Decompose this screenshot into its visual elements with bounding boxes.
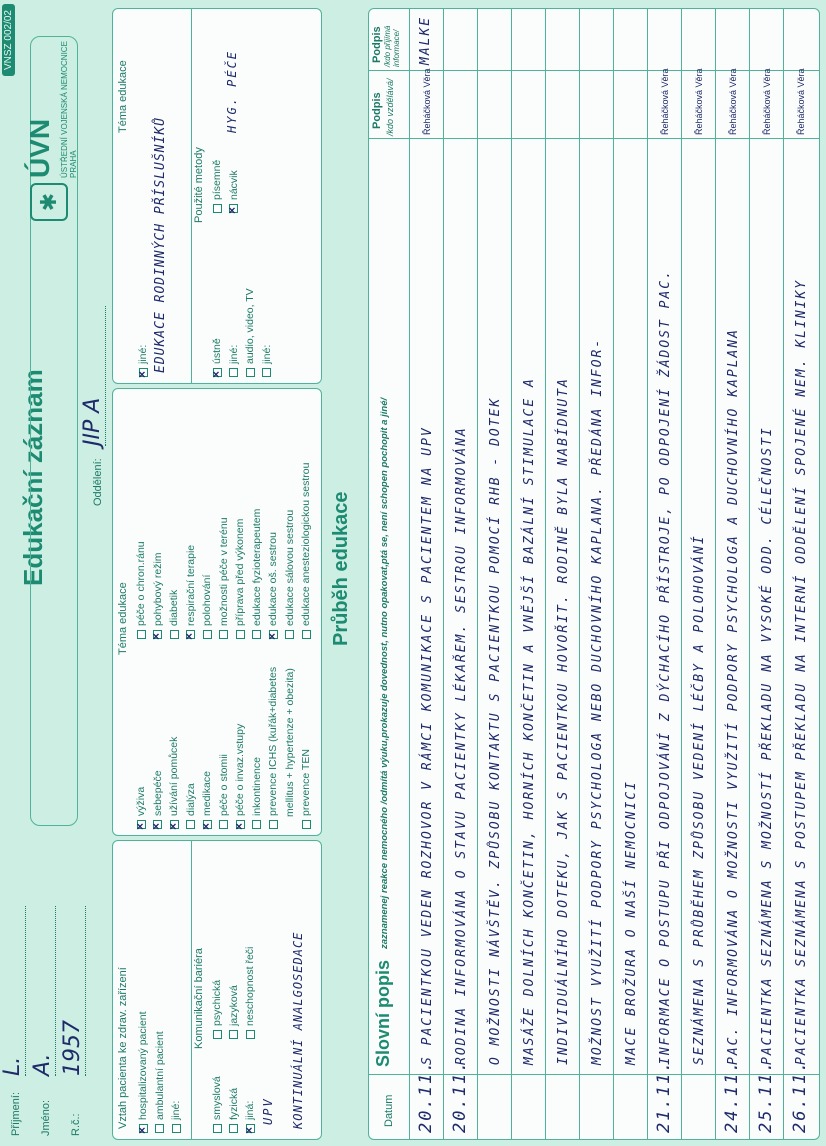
methods-title: Použité metody bbox=[193, 147, 205, 223]
checkbox-icon bbox=[246, 1030, 255, 1039]
topic-col1-option-9: mellitus + hypertenze + obezita) bbox=[283, 668, 296, 817]
checkbox-icon bbox=[229, 1030, 238, 1039]
topic-col1 bbox=[133, 667, 315, 829]
row-text: PAC. INFORMOVÁNA O MOŽNOSTI VYUŽITÍ PODPORY PSYCHOLOGA A DUCHOVNÍHO KAPLANA bbox=[726, 328, 741, 1065]
barrier-col1 bbox=[209, 1076, 259, 1133]
topic-col1-option-10[interactable]: prevence TEN bbox=[298, 667, 315, 829]
row-text: PACIENTKA SEZNÁMENA S MOŽNOSTÍ PŘEKLADU NA VYSOKÉ ODD. CÉLEČNOSTI bbox=[760, 426, 775, 1065]
table-row bbox=[647, 9, 682, 1139]
rc-value: 1957 bbox=[60, 906, 86, 1076]
topic-col2-option-10[interactable]: edukace anesteziologickou sestrou bbox=[298, 463, 315, 639]
topic-col1-option-0[interactable]: ×výživa bbox=[133, 667, 150, 829]
table-row bbox=[681, 9, 716, 1139]
topic-col1-option-7[interactable]: inkontinence bbox=[249, 667, 266, 829]
option-other[interactable]: jiné: bbox=[168, 1011, 185, 1133]
topic-col2-option-9[interactable]: edukace sálovou sestrou bbox=[282, 463, 299, 639]
checkbox-icon bbox=[186, 820, 195, 829]
relationship-options bbox=[135, 1011, 185, 1133]
checkbox-icon bbox=[213, 1030, 222, 1039]
table-row bbox=[783, 9, 818, 1139]
relationship-title: Vztah pacienta ke zdrav. zařízení bbox=[117, 967, 129, 1129]
topic-col2-option-2[interactable]: diabetik bbox=[166, 463, 183, 639]
prijmeni-value: L. bbox=[0, 906, 26, 1076]
topic-col2-option-6[interactable]: příprava před výkonem bbox=[232, 463, 249, 639]
col-slovni-sub: zaznamenej reakce nemocného /odmítá výuku,prokazuje dovednost, nutno opakovat,ptá se, není schopen pochopit a jiné/ bbox=[379, 397, 390, 949]
checkbox-icon bbox=[229, 1124, 238, 1133]
topic-col2 bbox=[133, 463, 315, 639]
checkbox-icon bbox=[236, 630, 245, 639]
checkbox-icon bbox=[229, 204, 238, 213]
checkbox-icon bbox=[246, 368, 255, 377]
row-signer: Řeháčková Věra bbox=[660, 68, 670, 135]
option-ambulant[interactable]: ambulantní pacient bbox=[152, 1011, 169, 1133]
checkbox-icon bbox=[153, 630, 162, 639]
option-sensory[interactable]: smyslová bbox=[209, 1076, 226, 1133]
progress-table bbox=[368, 8, 820, 1140]
option-hospitalized[interactable]: × hospitalizovaný pacient bbox=[135, 1011, 152, 1133]
oddeleni-value: JIP A bbox=[80, 306, 106, 446]
option-speech[interactable]: neschopnost řeči bbox=[242, 947, 259, 1039]
checkbox-icon bbox=[252, 630, 261, 639]
row-date: 21.11. bbox=[654, 1059, 674, 1133]
barrier-other-value: UPV bbox=[261, 1097, 275, 1125]
checkbox-icon bbox=[269, 820, 278, 829]
checkbox-icon bbox=[213, 204, 222, 213]
jmeno-value: A. bbox=[30, 906, 56, 1076]
checkbox-icon bbox=[229, 368, 238, 377]
row-signer: Řeháčková Věra bbox=[694, 68, 704, 135]
checkbox-icon bbox=[172, 1124, 181, 1133]
table-row bbox=[613, 9, 648, 1139]
row-date: 26.11. bbox=[790, 1059, 810, 1133]
checkbox-icon bbox=[170, 630, 179, 639]
checkbox-icon bbox=[285, 630, 294, 639]
topic-col1-option-1[interactable]: × sebepéče bbox=[150, 667, 167, 829]
methods-col1 bbox=[209, 288, 275, 377]
checkbox-icon bbox=[213, 368, 222, 377]
row-text: PACIENTKA SEZNÁMENA S POSTUPEM PŘEKLADU NA INTERNÍ ODDĚLENÍ SPOJENÉ NEM. KLINIKY bbox=[794, 278, 809, 1065]
topic-col1-option-3[interactable]: dialýza bbox=[183, 667, 200, 829]
table-row bbox=[443, 9, 478, 1139]
methods-nacvik-value: HYG. PÉČE bbox=[225, 49, 239, 133]
oddeleni-label: Oddělení: bbox=[92, 458, 104, 506]
checkbox-icon bbox=[219, 820, 228, 829]
barrier-col2 bbox=[209, 947, 259, 1039]
checkbox-icon bbox=[170, 820, 179, 829]
row-text: SEZNÁMENA S PRŮBĚHEM ZPŮSOBU VEDENÍ LÉČBY A POLOHOVÁNÍ bbox=[692, 534, 707, 1065]
table-row bbox=[511, 9, 546, 1139]
logo-star-icon: ✱ bbox=[30, 183, 68, 221]
checkbox-icon bbox=[203, 630, 212, 639]
topic-col2-option-4[interactable]: polohování bbox=[199, 463, 216, 639]
col-podpis-1-sub: /kdo vzdělává/ bbox=[385, 78, 395, 136]
row-signer: Řeháčková Věra bbox=[422, 68, 432, 135]
methods-col2-option-1[interactable]: × nácvik bbox=[226, 160, 243, 213]
row-text: MASÁŽE DOLNÍCH KONČETIN, HORNÍCH KONČETIN A VNĚJŠÍ BAZÁLNÍ STIMULACE A bbox=[522, 377, 537, 1065]
progress-title: Průběh edukace bbox=[330, 491, 352, 646]
row-text: INFORMACE O POSTUPU PŘI ODPOJOVÁNÍ Z DÝCHACÍHO PŘÍSTROJE, PO ODPOJENÍ ŽÁDOST PAC. bbox=[658, 269, 673, 1065]
option-physical[interactable]: fyzická bbox=[226, 1076, 243, 1133]
col-podpis-1: Podpis bbox=[371, 92, 383, 129]
barrier-title: Komunikační bariéra bbox=[193, 948, 205, 1049]
row-date: 25.11. bbox=[756, 1059, 776, 1133]
option-language[interactable]: jazyková bbox=[226, 947, 243, 1039]
topic-col1-option-5[interactable]: péče o stomii bbox=[216, 667, 233, 829]
jmeno-label: Jméno: bbox=[40, 1099, 52, 1136]
col-podpis-2: Podpis bbox=[371, 26, 383, 63]
checkbox-icon bbox=[203, 820, 212, 829]
topic-col1-option-8[interactable]: prevence ICHS (kuřák+diabetes bbox=[265, 667, 282, 829]
topic-col2-option-8[interactable]: × edukace oš. sestrou bbox=[265, 463, 282, 639]
relationship-box bbox=[112, 840, 322, 1140]
methods-col1-option-2[interactable]: audio, video, TV bbox=[242, 288, 259, 377]
checkbox-icon bbox=[155, 1124, 164, 1133]
row-signer: Řeháčková Věra bbox=[796, 68, 806, 135]
option-other-barrier[interactable]: × jiná: bbox=[242, 1076, 259, 1133]
topic-col2-option-1[interactable]: × pohybový režim bbox=[150, 463, 167, 639]
barrier-note: KONTINUÁLNÍ ANALGOSEDACE bbox=[291, 931, 305, 1129]
col-datum: Datum bbox=[383, 1094, 395, 1127]
row-date: 20.11. bbox=[450, 1059, 470, 1133]
form-id-badge: VNSZ 002/02 bbox=[2, 4, 15, 76]
row-date: 24.11. bbox=[722, 1059, 742, 1133]
topic-col2-option-7[interactable]: edukace fyzioterapeutem bbox=[249, 463, 266, 639]
checkbox-icon bbox=[269, 630, 278, 639]
table-row bbox=[579, 9, 614, 1139]
row-signer: Řeháčková Věra bbox=[728, 68, 738, 135]
checkbox-icon bbox=[139, 1124, 148, 1133]
row-text: S PACIENTKOU VEDEN ROZHOVOR V RÁMCI KOMUNIKACE S PACIENTEM NA UPV bbox=[420, 426, 435, 1065]
col-podpis-2-sub: /kdo přijímá informace/ bbox=[383, 25, 401, 67]
checkbox-icon bbox=[137, 820, 146, 829]
checkbox-icon bbox=[302, 820, 311, 829]
checkbox-icon bbox=[213, 1124, 222, 1133]
row-text: MACE BROŽURA O NAŠÍ NEMOCNICI bbox=[624, 780, 639, 1065]
checkbox-icon bbox=[153, 820, 162, 829]
checkbox-icon bbox=[236, 820, 245, 829]
topic-col2-option-5[interactable]: možnosti péče v terénu bbox=[216, 463, 233, 639]
table-row bbox=[409, 9, 444, 1139]
checkbox-icon bbox=[262, 368, 271, 377]
topic-title-2: Téma edukace bbox=[117, 60, 129, 133]
prijmeni-label: Příjmení: bbox=[10, 1091, 22, 1136]
checkbox-icon bbox=[219, 630, 228, 639]
table-row bbox=[749, 9, 784, 1139]
table-row bbox=[715, 9, 750, 1139]
methods-col2-option-0[interactable]: písemně bbox=[209, 160, 226, 213]
checkbox-icon bbox=[252, 820, 261, 829]
row-receiver: MALKE bbox=[418, 15, 433, 65]
logo-text: ÚVN bbox=[24, 118, 55, 178]
topic-col1-option-6[interactable]: × péče o invaz.vstupy bbox=[232, 667, 249, 829]
topic-title: Téma edukace bbox=[117, 582, 129, 655]
checkbox-icon bbox=[137, 630, 146, 639]
checkbox-icon bbox=[302, 630, 311, 639]
table-row bbox=[477, 9, 512, 1139]
row-text: O MOŽNOSTI NÁVŠTĚV. ZPŮSOBU KONTAKTU S PACIENTKOU POMOCÍ RHB - DOTEK bbox=[488, 396, 503, 1065]
row-signer: Řeháčková Věra bbox=[762, 68, 772, 135]
table-row bbox=[545, 9, 580, 1139]
rc-label: R.č.: bbox=[70, 1113, 82, 1136]
methods-col1-option-3[interactable]: jiné: bbox=[259, 288, 276, 377]
topic-box bbox=[112, 388, 322, 836]
logo-subtitle: ÚSTŘEDNÍ VOJENSKÁ NEMOCNICE PRAHA bbox=[60, 41, 78, 178]
methods-col1-option-0[interactable]: ×ústně bbox=[209, 288, 226, 377]
topic-col1-option-4[interactable]: × medikace bbox=[199, 667, 216, 829]
row-date: 20.11. bbox=[416, 1059, 436, 1133]
topic-other-value: EDUKACE RODINNÝCH PŘÍSLUŠNÍKŮ bbox=[153, 117, 168, 373]
checkbox-icon bbox=[186, 630, 195, 639]
checkbox-icon bbox=[139, 368, 148, 377]
methods-col1-option-1[interactable]: jiné: bbox=[226, 288, 243, 377]
topic-other-option[interactable]: ×jiné: bbox=[135, 345, 152, 377]
topic-col1-option-2[interactable]: × užívání pomůcek bbox=[166, 667, 183, 829]
topic-other-box bbox=[112, 8, 322, 384]
option-psychic[interactable]: psychická bbox=[209, 947, 226, 1039]
row-text: INDIVIDUÁLNÍHO DOTEKU, JAK S PACIENTKOU HOVOŘIT. RODINĚ BYLA NABÍDNUTA bbox=[556, 377, 571, 1065]
methods-col2 bbox=[209, 160, 242, 213]
col-slovni: Slovní popis bbox=[373, 959, 393, 1067]
checkbox-icon bbox=[246, 1124, 255, 1133]
page-title: Edukační záznam bbox=[18, 369, 48, 586]
row-text: MOŽNOST VYUŽITÍ PODPORY PSYCHOLOGA NEBO DUCHOVNÍHO KAPLANA. PŘEDÁNA INFOR- bbox=[590, 337, 605, 1065]
topic-col2-option-3[interactable]: × respirační terapie bbox=[183, 463, 200, 639]
row-text: RODINA INFORMOVÁNA O STAVU PACIENTKY LÉKAŘEM. SESTROU INFORMOVÁNA bbox=[454, 426, 469, 1065]
topic-col2-option-0[interactable]: péče o chron.ránu bbox=[133, 463, 150, 639]
